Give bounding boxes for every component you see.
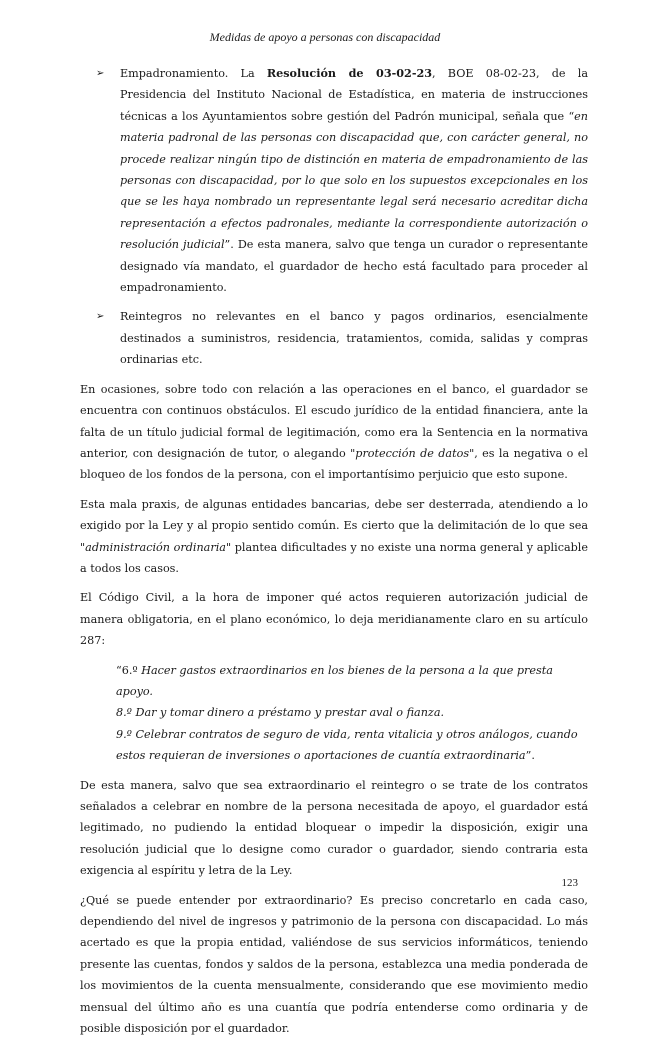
paragraph-text: " plantea dificultades y no existe una norma general y aplicable a todos los casos. <box>80 540 588 575</box>
quote-suffix: ”. <box>525 749 535 763</box>
paragraph-text: Esta mala praxis, de algunas entidades bancarias, debe ser desterrada, atendiendo a lo exigido por la Ley y al propio sentido común. Es cierto que la delimitación de lo que sea " <box>80 497 588 554</box>
arrow-bullet-icon: ➢ <box>96 68 105 79</box>
paragraph-legitimado: De esta manera, salvo que sea extraordinario el reintegro o se trate de los contratos señalados a celebrar en nombre de la persona necesitada de apoyo, el guardador está legitimado, no pudiendo la entidad bloquear o impedir la disposición, exigir una resolución judicial que lo designe como curador o guardador, siendo contraria esta exigencia al espíritu y letra de la Ley. <box>80 778 588 878</box>
paragraph-text: En ocasiones, sobre todo con relación a las operaciones en el banco, el guardador se encuentra con continuos obstáculos. El escudo jurídico de la entidad financiera, ante la falta de un título judicial formal de legitimación, como era la Sentencia en la normativa anterior, con designación de tutor, o alegando " <box>80 382 588 460</box>
quote-prefix: “6.º <box>116 663 142 677</box>
emphasis-text: protección de datos <box>355 446 470 460</box>
paragraph-codigo-civil: El Código Civil, a la hora de imponer qué actos requieren autorización judicial de manera obligatoria, en el plano económico, lo deja meridianamente claro en su artículo 287: <box>80 591 588 648</box>
bullet-text: Reintegros no relevantes en el banco y pagos ordinarios, esencialmente destinados a suministros, residencia, tratamientos, comida, salidas y compras ordinarias etc. <box>120 310 588 367</box>
list-item-empadronamiento <box>80 63 588 298</box>
article-quote <box>80 660 588 767</box>
paragraph-extraordinario: ¿Qué se puede entender por extraordinario? Es preciso concretarlo en cada caso, dependiendo del nivel de ingresos y patrimonio de la persona con discapacidad. Lo más acertado es que la propia entidad, valiéndose de sus servicios informáticos, teniendo presente las cuentas, fondos y saldos de la persona, establezca una media ponderada de los movimientos de la cuenta mensualmente, considerando que ese movimiento medio mensual del último año es una cuantía que podría entenderse como ordinaria y de posible disposición por el guardador. <box>80 893 588 1036</box>
arrow-bullet-icon: ➢ <box>96 311 105 323</box>
quote-text: 8.º Dar y tomar dinero a préstamo y prestar aval o fianza. <box>116 706 445 720</box>
paragraph-text: ", es la negativa o el bloqueo de los fondos de la persona, con el importantísimo perjuicio que esto supone. <box>80 446 589 482</box>
page-number: 123 <box>561 877 578 889</box>
emphasis-text: administración ordinaria <box>85 540 226 554</box>
paragraph-mala-praxis <box>80 494 588 580</box>
quote-text: Hacer gastos extraordinarios en los bienes de la persona a la que presta apoyo. <box>116 663 553 698</box>
bullet-mid-text: , BOE 08-02-23, de la Presidencia del Instituto Nacional de Estadística, en materia de instrucciones técnicas a los Ayuntamientos sobre gestión del Padrón municipal, señala que “ <box>120 67 588 123</box>
paragraph-obstaculos <box>80 379 588 486</box>
quote-line-9 <box>116 724 588 767</box>
bullet-tail-text: ”. De esta manera, salvo que tenga un curador o representante designado vía mandato, el guardador de hecho está facultado para proceder al empadronamiento. <box>120 238 589 295</box>
list-item-reintegros <box>80 306 588 370</box>
quote-line-8 <box>116 702 588 723</box>
resolution-reference: Resolución de 03-02-23 <box>266 66 433 80</box>
bullet-lead-text: Empadronamiento. La <box>120 67 267 80</box>
quote-text: 9.º Celebrar contratos de seguro de vida, renta vitalicia y otros análogos, cuando estos requieran de inversiones o aportaciones de cuantía extraordinaria <box>116 727 578 763</box>
resolution-quote: en materia padronal de las personas con discapacidad que, con carácter general, no procede realizar ningún tipo de distinción en materia de empadronamiento de las personas con discapacidad, por lo que solo en los supuestos excepcionales en los que se les haya nombrado un representante legal será necesario acreditar dicha representación a efectos padronales, mediante la correspondiente autorización o resolución judicial <box>120 109 588 252</box>
quote-line-6 <box>116 660 588 703</box>
page-body <box>80 63 588 1047</box>
page-header: Medidas de apoyo a personas con discapacidad <box>209 30 441 44</box>
